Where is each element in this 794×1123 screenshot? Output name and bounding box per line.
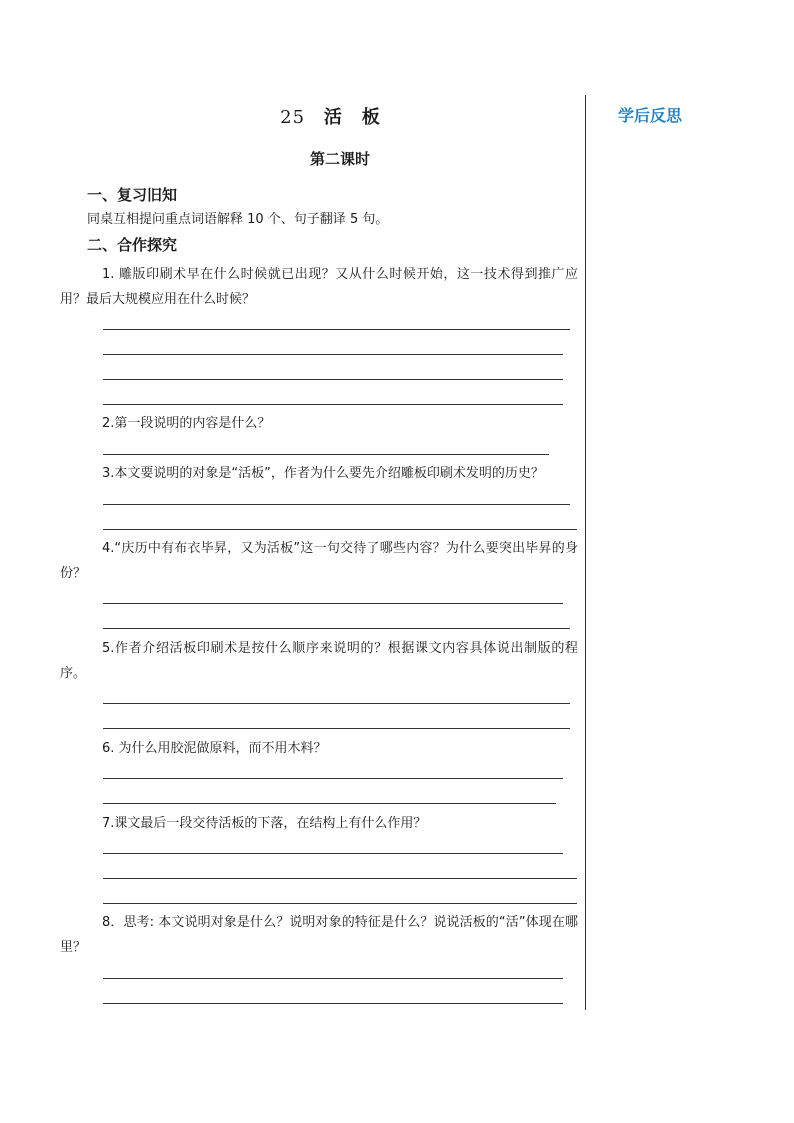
answer-line[interactable] [103, 728, 570, 729]
answer-line[interactable] [103, 529, 577, 530]
question-1: 1. 雕版印刷术早在什么时候就已出现？又从什么时候开始，这一技术得到推广应用？最后大规模应用在什么时候？ [60, 267, 578, 307]
question-8: 8．思考: 本文说明对象是什么？说明对象的特征是什么？说说活板的“活”体现在哪里？ [60, 915, 578, 955]
answer-line[interactable] [103, 354, 563, 355]
answer-line[interactable] [103, 903, 577, 904]
answer-line[interactable] [103, 1003, 563, 1004]
page-subtitle: 第二课时 [309, 150, 370, 168]
answer-line[interactable] [103, 404, 563, 405]
question-2: 2.第一段说明的内容是什么？ [102, 416, 271, 431]
lesson-number: 25 [280, 107, 306, 128]
answer-line[interactable] [103, 703, 570, 704]
answer-line[interactable] [103, 878, 577, 879]
sidebar-heading: 学后反思 [618, 106, 683, 125]
question-6: 6. 为什么用胶泥做原料，而不用木料？ [102, 741, 327, 756]
answer-line[interactable] [103, 628, 570, 629]
question-7: 7.课文最后一段交待活板的下落，在结构上有什么作用？ [102, 816, 427, 831]
answer-line[interactable] [103, 379, 563, 380]
answer-line[interactable] [103, 454, 549, 455]
answer-line[interactable] [103, 978, 563, 979]
answer-line[interactable] [103, 603, 563, 604]
section-heading-explore: 二、合作探究 [87, 236, 178, 254]
answer-line[interactable] [103, 803, 556, 804]
column-divider [585, 95, 586, 1010]
answer-line[interactable] [103, 853, 563, 854]
section-heading-review: 一、复习旧知 [87, 186, 178, 204]
page-title [250, 103, 430, 129]
question-5: 5.作者介绍活板印刷术是按什么顺序来说明的？根据课文内容具体说出制版的程序。 [60, 641, 578, 681]
section-text-review: 同桌互相提问重点词语解释 10 个、句子翻译 5 句。 [87, 212, 389, 227]
answer-line[interactable] [103, 778, 563, 779]
answer-line[interactable] [103, 329, 570, 330]
question-4: 4.“庆历中有布衣毕昇，又为活板”这一句交待了哪些内容？为什么要突出毕昇的身份？ [60, 541, 578, 581]
lesson-title: 活板 [323, 107, 400, 128]
answer-line[interactable] [103, 504, 570, 505]
question-3: 3.本文要说明的对象是“活板”，作者为什么要先介绍雕板印刷术发明的历史？ [102, 466, 544, 481]
